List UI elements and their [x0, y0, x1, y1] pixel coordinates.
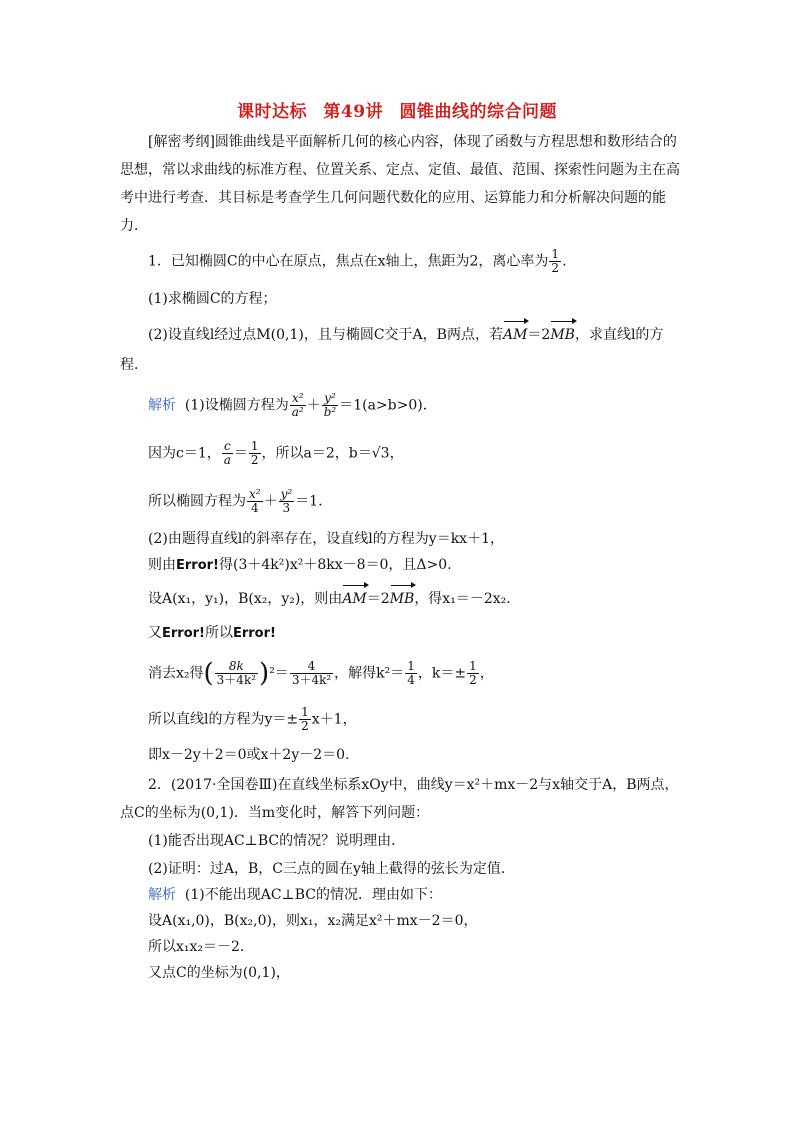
frac-den: 2: [250, 453, 259, 467]
fraction-c-a: [222, 440, 233, 467]
frac-num: 1: [551, 247, 560, 261]
q1-stem: 1．已知椭圆C的中心在原点，焦点在x轴上，焦距为2，离心率为 $\frac{1}{2}$ .: [148, 247, 567, 275]
sol1-l5a: 则由: [148, 557, 176, 573]
frac-den: 3＋4k²: [216, 673, 257, 687]
frac-den: 2: [469, 673, 477, 687]
sol1-line10: 即x－2y＋2＝0或x＋2y－2＝0.: [148, 747, 350, 763]
frac-num: 1: [250, 439, 259, 453]
fraction-1-2: [249, 440, 261, 467]
frac-num: 8k: [215, 660, 258, 674]
frac-den: a²: [291, 405, 304, 419]
title-part1: 课时达标: [236, 102, 307, 122]
intro-text: [解密考纲]圆锥曲线是平面解析几何的核心内容，体现了函数与方程思想和数形结合的思想，常以求曲线的标准方程、位置关系、定点、定值、最值、范围、探索性问题为主在高考中进行考查．其目标是考查学生几何问题代数化的应用、运算能力和分析解决问题的能力．: [120, 134, 680, 234]
sol1-l2: 因为c＝1，: [148, 445, 221, 462]
vector-mb: MB: [550, 324, 575, 346]
fraction-x2-4: [247, 488, 263, 515]
q2-stem-line2: 点C的坐标为(0,1)．当m变化时，解答下列问题：: [120, 805, 430, 821]
sol1-l8c: ，解得k²＝: [334, 665, 405, 682]
fraction-y2-b2: [322, 392, 339, 419]
sol1-l3a: 所以椭圆方程为: [148, 493, 246, 510]
q1-eccentricity-fraction: [549, 248, 561, 275]
frac-den: 2: [301, 719, 309, 733]
q1-part1: (1)求椭圆C的方程；: [148, 291, 277, 307]
sol1-line8: 消去x₂得( $\frac{8k}{\text{3＋4k²}}$ )²＝ $\frac{4}{\text{3＋4k²}}$ ，解得k²＝ $\frac{1}{4}$ ，k＝± $\frac{1}{2}$ ，: [148, 658, 494, 689]
frac-den: 4: [250, 501, 259, 515]
frac-den: a: [223, 453, 231, 467]
sol1-l3b: ＝1.: [295, 493, 323, 510]
sol2-line3: 所以x₁x₂＝－2.: [148, 939, 245, 955]
q2-stem-line1: 2．(2017·全国卷Ⅲ)在直线坐标系xOy中，曲线y＝x²＋mx－2与x轴交于A，B两点，: [148, 777, 679, 793]
sol1-l6b: ，得x₁＝－2x₂.: [414, 591, 511, 607]
q1-eq: ＝2: [527, 327, 551, 343]
error-placeholder: Error!: [162, 626, 205, 641]
sol1-l9b: x＋1，: [311, 711, 357, 728]
q1-part2: [148, 324, 663, 346]
sol1-line5: [148, 554, 452, 577]
sol1-line1: [148, 392, 437, 419]
frac-num: 1: [301, 705, 309, 719]
error-placeholder: Error!: [232, 626, 276, 641]
sol2-line1: [148, 884, 442, 906]
left-paren: (: [203, 658, 214, 689]
sol1-l7a: 又: [148, 625, 162, 641]
fraction-x2-a2: [290, 392, 306, 419]
vector-mb: MB: [390, 588, 415, 610]
error-placeholder: Error!: [176, 558, 219, 573]
fraction-y2-3: [279, 488, 295, 515]
sol2-l1: (1)不能出现AC⊥BC的情况．理由如下：: [184, 887, 442, 903]
sol1-eq: ＝2: [366, 591, 390, 607]
frac-num: 1: [407, 659, 415, 673]
vector-am: AM: [503, 324, 527, 346]
sol1-l1a: (1)设椭圆方程为: [184, 397, 289, 414]
sol2-line2: 设A(x₁,0)，B(x₂,0)，则x₁，x₂满足x²＋mx－2＝0，: [148, 913, 478, 929]
fraction-1-4: [405, 660, 417, 687]
frac-num: y²: [280, 487, 293, 501]
sol2-line4: 又点C的坐标为(0,1)，: [148, 965, 290, 981]
frac-num: 4: [290, 660, 333, 674]
frac-num: 1: [469, 659, 477, 673]
sol1-l5b: 得(3＋4k²)x²＋8kx－8＝0，且Δ>0.: [218, 557, 452, 573]
sol1-l8a: 消去x₂得: [148, 665, 204, 682]
title-part3: 圆锥曲线的综合问题: [399, 102, 557, 122]
right-paren: ): [259, 658, 270, 689]
plus-sign: ＋: [263, 493, 278, 510]
page-title: [0, 97, 794, 122]
frac-num: x²: [290, 392, 306, 406]
frac-den: 3: [282, 501, 291, 515]
q2-part1: (1)能否出现AC⊥BC的情况？说明理由．: [148, 833, 406, 849]
title-part2: 第49讲: [323, 102, 384, 122]
solution-label: 解析: [148, 887, 176, 903]
frac-den: 3＋4k²: [291, 673, 332, 687]
frac-den: 4: [407, 673, 415, 687]
sol1-l2b: ，所以a＝2，b＝√3，: [261, 445, 404, 462]
frac-den: 2: [551, 261, 560, 275]
fraction-4-denom: [290, 660, 333, 687]
q1-part2-tail: ，求直线l的方: [574, 327, 664, 343]
sol1-line7: [148, 622, 276, 645]
frac-num: c: [222, 440, 233, 454]
plus-sign: ＋: [306, 397, 321, 414]
sol1-l7b: 所以: [204, 625, 233, 641]
vector-am: AM: [342, 588, 366, 610]
sol1-l8b: ²＝: [269, 665, 289, 682]
q2-part2: (2)证明：过A，B，C三点的圆在y轴上截得的弦长为定值．: [148, 861, 515, 877]
frac-den: b²: [323, 405, 337, 419]
sol1-line4: (2)由题得直线l的斜率存在，设直线l的方程为y＝kx＋1，: [148, 531, 504, 547]
q1-stem-text: 1．已知椭圆C的中心在原点，焦点在x轴上，焦距为2，离心率为: [148, 253, 549, 270]
sol1-l1b: ＝1(a>b>0)．: [339, 397, 437, 414]
intro-paragraph: [120, 128, 680, 240]
q1-part2-cont: 程．: [120, 357, 148, 373]
sol1-line6: [148, 588, 511, 610]
equals-sign: ＝: [233, 445, 248, 462]
sol1-l6a: 设A(x₁，y₁)，B(x₂，y₂)，则由: [148, 591, 343, 607]
sol1-line9: [148, 706, 357, 733]
sol1-l8d: ，k＝±: [417, 665, 467, 682]
fraction-1-2: [299, 706, 311, 733]
fraction-8k: [215, 660, 258, 687]
frac-num: x²: [249, 487, 261, 501]
sol1-line3: [148, 488, 323, 515]
sol1-line2: [148, 440, 404, 467]
fraction-1-2: [467, 660, 479, 687]
solution-label: 解析: [148, 397, 176, 414]
sol1-l9a: 所以直线l的方程为y＝±: [148, 711, 299, 728]
frac-num: y²: [322, 392, 339, 406]
q1-part2-text: (2)设直线l经过点M(0,1)，且与椭圆C交于A，B两点，若: [148, 327, 503, 343]
